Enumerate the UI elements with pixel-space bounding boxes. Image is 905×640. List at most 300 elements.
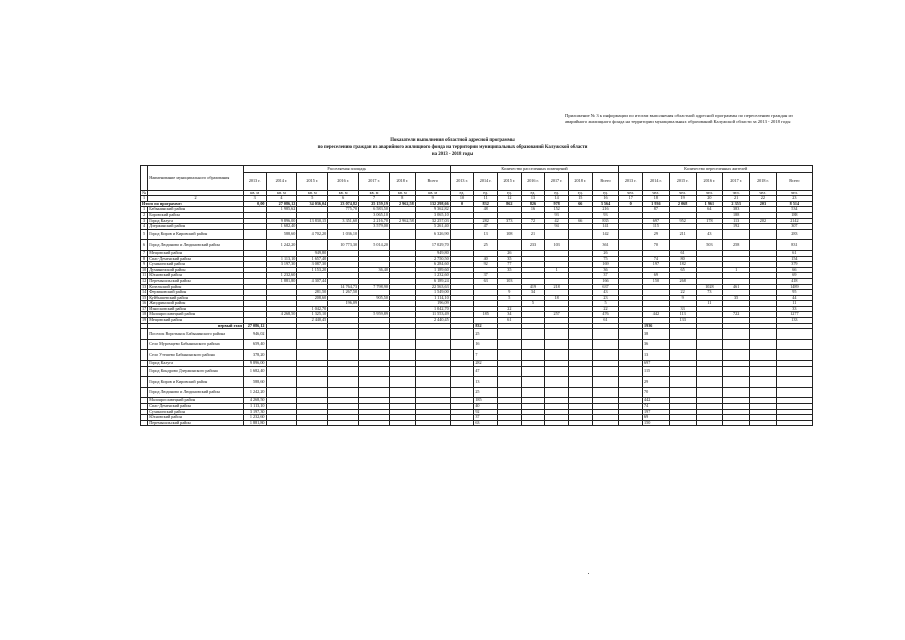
row-value-cell: 949,80 bbox=[415, 250, 450, 256]
table-cell bbox=[723, 329, 750, 340]
row-value-cell: 3 087,30 bbox=[297, 262, 328, 268]
header-unit-cell: чел. bbox=[696, 190, 723, 196]
row-num-cell: 14 bbox=[142, 289, 147, 295]
header-group-cell: Количество переселенных жителей bbox=[619, 166, 813, 173]
table-cell bbox=[669, 350, 696, 361]
table-cell bbox=[696, 420, 723, 426]
row-value-cell: 2142 bbox=[776, 218, 812, 224]
row-value-cell: 93 bbox=[545, 212, 569, 218]
row-value-cell: 95 bbox=[776, 290, 812, 296]
header-year-cell: 2018 г. bbox=[750, 172, 777, 190]
row-value-cell: 503 bbox=[696, 240, 723, 251]
row-name-cell: Город Людиново и Людиновский район bbox=[148, 240, 244, 251]
table-cell bbox=[669, 387, 696, 398]
table-cell bbox=[545, 350, 569, 361]
row-value-cell: 5 bbox=[497, 295, 521, 301]
table-cell bbox=[750, 420, 777, 426]
row-value-cell: 22 563,63 bbox=[415, 284, 450, 290]
row-area-cell: 378,20 bbox=[243, 350, 266, 361]
header-unit-cell: кв. м bbox=[328, 190, 359, 196]
header-colnum-cell: 6 bbox=[328, 196, 359, 202]
table-cell bbox=[592, 420, 619, 426]
header-year-cell: 2016 г. bbox=[328, 172, 359, 190]
row-name-cell: Город Кондрово Дзержинского района bbox=[148, 366, 244, 377]
row-area-cell: 588,60 bbox=[243, 377, 266, 388]
header-group-cell: Количество расселенных помещений bbox=[450, 166, 619, 173]
row-name-cell: Город Киров и Кировский район bbox=[148, 377, 244, 388]
row-area-cell: 1 682,40 bbox=[243, 366, 266, 377]
row-value-cell: 16 bbox=[521, 207, 545, 213]
table-cell bbox=[328, 329, 359, 340]
row-value-cell: 202 bbox=[750, 218, 777, 224]
header-unit-cell: ед. bbox=[592, 190, 619, 196]
table-cell bbox=[723, 339, 750, 350]
header-year-cell: 2014 г. bbox=[643, 172, 670, 190]
row-value-cell: 1 325,10 bbox=[297, 312, 328, 318]
row-value-cell: 8 514 bbox=[776, 201, 812, 207]
row-people-cell: 74 bbox=[643, 404, 670, 410]
row-num-cell bbox=[141, 329, 148, 340]
row-value-cell: 1489 bbox=[776, 284, 812, 290]
row-name-cell: Износковский район bbox=[148, 306, 244, 312]
row-name-cell: Бабынинский район bbox=[148, 207, 244, 213]
row-value-cell: 17 029,70 bbox=[415, 240, 450, 251]
row-num-cell: 6 bbox=[141, 240, 148, 251]
table-cell bbox=[592, 350, 619, 361]
row-num-cell: 5 bbox=[141, 229, 148, 240]
row-value-cell: 66 bbox=[568, 218, 592, 224]
row-value-cell: 1 961 bbox=[696, 201, 723, 207]
row-name-cell: Козельский район bbox=[148, 284, 244, 290]
row-value-cell: 0,00 bbox=[243, 201, 266, 207]
table-cell bbox=[266, 329, 297, 340]
table-cell bbox=[592, 329, 619, 340]
row-num-cell: 15 bbox=[142, 295, 147, 300]
table-cell bbox=[669, 366, 696, 377]
row-value-cell: 826 bbox=[521, 201, 545, 207]
row-value-cell: 835 bbox=[592, 218, 619, 224]
header-colnum-cell: 4 bbox=[266, 196, 297, 202]
table-cell bbox=[568, 339, 592, 350]
row-value-cell: 152 bbox=[545, 207, 569, 213]
table-row bbox=[141, 229, 813, 240]
row-value-cell: 3 065,10 bbox=[359, 212, 390, 218]
table-cell bbox=[776, 329, 812, 340]
header-num-spacer bbox=[141, 166, 148, 191]
row-value-cell: 9 896,00 bbox=[266, 218, 297, 224]
row-value-cell: 141 bbox=[592, 224, 619, 230]
header-unit-cell: ед. bbox=[568, 190, 592, 196]
row-name-cell: Куйбышевский район bbox=[148, 295, 244, 301]
row-value-cell bbox=[619, 229, 643, 240]
table-cell bbox=[415, 377, 450, 388]
row-people-cell: 115 bbox=[643, 366, 670, 377]
row-value-cell: 4 702,20 bbox=[297, 229, 328, 240]
row-num-cell: 1 bbox=[141, 207, 148, 213]
row-value-cell bbox=[568, 240, 592, 251]
table-cell bbox=[297, 329, 328, 340]
row-value-cell: 476 bbox=[592, 312, 619, 318]
row-name-cell: Сухиничский район bbox=[148, 262, 244, 268]
row-num-cell bbox=[141, 387, 148, 398]
row-value-cell: 5 014,20 bbox=[359, 240, 390, 251]
header-unit-cell: кв. м bbox=[415, 190, 450, 196]
row-num-cell: 18 bbox=[142, 311, 147, 317]
row-value-cell: 142 bbox=[592, 229, 619, 240]
table-cell bbox=[521, 420, 545, 426]
table-cell bbox=[359, 350, 390, 361]
row-value-cell: 70 bbox=[643, 240, 670, 251]
row-name-cell: Юхновский район bbox=[148, 273, 244, 279]
row-value-cell: 442 bbox=[643, 312, 670, 318]
table-cell bbox=[776, 339, 812, 350]
table-cell bbox=[568, 420, 592, 426]
row-value-cell: 26 bbox=[497, 250, 521, 256]
row-value-cell: 74 bbox=[643, 256, 670, 262]
table-cell bbox=[266, 377, 297, 388]
row-people-cell: 697 bbox=[643, 361, 670, 367]
row-value-cell: 1 232,60 bbox=[415, 273, 450, 279]
table-cell bbox=[723, 420, 750, 426]
table-cell bbox=[750, 329, 777, 340]
row-value-cell: 47 bbox=[474, 224, 498, 230]
row-value-cell: 2 068 bbox=[669, 201, 696, 207]
row-value-cell: 1 042,70 bbox=[415, 306, 450, 312]
header-unit-cell: кв. м bbox=[359, 190, 390, 196]
row-value-cell: 361 bbox=[592, 240, 619, 251]
row-area-cell: 4 268,50 bbox=[243, 398, 266, 404]
header-group-cell: Расселяемая площадь bbox=[243, 166, 450, 173]
header-year-cell: 2017 г. bbox=[545, 172, 569, 190]
header-unit-cell: ед. bbox=[497, 190, 521, 196]
table-cell bbox=[450, 366, 474, 377]
row-value-cell bbox=[359, 229, 390, 240]
row-value-cell: 1 bbox=[723, 267, 750, 273]
header-unit-cell: кв. м bbox=[243, 190, 266, 196]
row-rooms-cell: 16 bbox=[474, 339, 498, 350]
row-num-cell: 19 bbox=[142, 317, 147, 323]
table-cell bbox=[776, 377, 812, 388]
row-name-cell: Спас-Деменский район bbox=[148, 404, 244, 410]
row-name-cell: Город Людиново и Людиновский район bbox=[148, 387, 244, 398]
program-table bbox=[140, 165, 813, 426]
row-value-cell: 72 bbox=[521, 218, 545, 224]
detail-row bbox=[141, 387, 813, 398]
row-value-cell: 33 bbox=[669, 306, 696, 312]
row-value-cell: 1 232,60 bbox=[266, 273, 297, 279]
row-value-cell: 697 bbox=[643, 218, 670, 224]
row-people-cell: 29 bbox=[643, 377, 670, 388]
detail-row bbox=[141, 377, 813, 388]
table-cell bbox=[359, 339, 390, 350]
detail-row bbox=[141, 329, 813, 340]
row-value-cell: 1 242,20 bbox=[266, 240, 297, 251]
header-year-cell: 2018 г. bbox=[568, 172, 592, 190]
table-cell bbox=[776, 366, 812, 377]
row-name-cell: Итого по программе: bbox=[141, 201, 244, 207]
table-cell bbox=[696, 366, 723, 377]
table-cell bbox=[619, 366, 643, 377]
row-area-cell: 1 242,20 bbox=[243, 387, 266, 398]
row-value-cell: 64 bbox=[696, 207, 723, 213]
header-colnum-cell: 19 bbox=[669, 196, 696, 202]
row-rooms-cell: 37 bbox=[474, 415, 498, 421]
row-value-cell: 3 197,30 bbox=[266, 262, 297, 268]
row-value-cell: 103 bbox=[545, 240, 569, 251]
row-value-cell: 1028 bbox=[696, 284, 723, 290]
table-cell bbox=[497, 377, 521, 388]
row-value-cell: 11 553,49 bbox=[415, 312, 450, 318]
table-cell bbox=[389, 329, 415, 340]
row-name-cell: Спас-Деменский район bbox=[148, 256, 244, 262]
header-colnum-cell: 2 bbox=[148, 196, 244, 202]
row-value-cell: 5 bbox=[521, 301, 545, 307]
row-value-cell: 92 bbox=[474, 262, 498, 268]
row-value-cell: 3 579,00 bbox=[359, 224, 390, 230]
row-value-cell: 2 962,58 bbox=[389, 218, 415, 224]
row-value-cell: 3 065,10 bbox=[415, 212, 450, 218]
table-cell bbox=[266, 420, 297, 426]
header-year-cell: Всего bbox=[776, 172, 812, 190]
row-value-cell: 40 bbox=[474, 256, 498, 262]
header-colnum-cell: 17 bbox=[619, 196, 643, 202]
row-value-cell: 0 bbox=[619, 201, 643, 207]
row-name-cell: Перемышльский район bbox=[148, 420, 244, 426]
row-value-cell: 6 189,24 bbox=[415, 278, 450, 284]
table-cell bbox=[450, 377, 474, 388]
row-name-cell: Село Муромцево Бабынинского района bbox=[148, 339, 244, 350]
row-num-cell: 4 bbox=[141, 224, 148, 230]
row-area-cell: 27 086,12 bbox=[243, 323, 266, 329]
header-colnum-cell: 8 bbox=[389, 196, 415, 202]
header-group-row bbox=[141, 166, 813, 173]
row-value-cell: 61 bbox=[776, 250, 812, 256]
table-cell bbox=[776, 350, 812, 361]
appendix-note: Приложение № 3 к информации по итогам выполнения областной адресной программы по переселению граждан из аварийного жилищного фонда на территории муниципальных образований Калужской области за 2013 - 2018 годы bbox=[565, 113, 793, 125]
table-cell bbox=[568, 387, 592, 398]
table-cell bbox=[328, 366, 359, 377]
table-cell bbox=[359, 387, 390, 398]
table-cell bbox=[696, 350, 723, 361]
table-cell bbox=[497, 420, 521, 426]
table-cell bbox=[521, 339, 545, 350]
detail-row bbox=[141, 366, 813, 377]
table-cell bbox=[750, 387, 777, 398]
row-value-cell: 69 bbox=[776, 273, 812, 279]
row-rooms-cell: 92 bbox=[474, 409, 498, 415]
table-cell bbox=[389, 420, 415, 426]
row-name-cell: Боровский район bbox=[148, 212, 244, 218]
table-cell bbox=[619, 339, 643, 350]
row-value-cell: 862 bbox=[497, 201, 521, 207]
row-name-cell: Малоярославецкий район bbox=[148, 312, 244, 318]
table-cell bbox=[497, 366, 521, 377]
row-value-cell: 196,09 bbox=[415, 301, 450, 307]
row-value-cell: 66 bbox=[776, 267, 812, 273]
row-value-cell: 9 bbox=[497, 290, 521, 296]
table-cell bbox=[521, 377, 545, 388]
table-cell bbox=[776, 420, 812, 426]
table-cell bbox=[723, 377, 750, 388]
row-value-cell: 11 bbox=[696, 301, 723, 307]
row-value-cell: 9 bbox=[669, 295, 696, 301]
row-value-cell: 233 bbox=[521, 240, 545, 251]
row-value-cell: 43 bbox=[696, 229, 723, 240]
row-rooms-cell: 13 bbox=[474, 377, 498, 388]
row-value-cell: 1 267,50 bbox=[328, 290, 359, 296]
table-cell bbox=[497, 339, 521, 350]
table-cell bbox=[545, 366, 569, 377]
table-cell bbox=[545, 387, 569, 398]
table-cell bbox=[389, 377, 415, 388]
row-value-cell: 178 bbox=[696, 218, 723, 224]
row-value-cell bbox=[297, 240, 328, 251]
row-value-cell: 5 bbox=[592, 301, 619, 307]
row-rooms-cell: 7 bbox=[474, 350, 498, 361]
page-subtitle: по переселению граждан из аварийного жилищного фонда на территории муниципальных образований Калужской области bbox=[317, 145, 588, 150]
row-value-cell: 185 bbox=[474, 312, 498, 318]
row-num-cell: 7 bbox=[141, 250, 148, 256]
table-cell bbox=[297, 339, 328, 350]
table-cell bbox=[592, 377, 619, 388]
row-value-cell: 218 bbox=[545, 284, 569, 290]
table-cell bbox=[389, 366, 415, 377]
table-cell bbox=[669, 339, 696, 350]
row-value-cell: 77 bbox=[497, 262, 521, 268]
table-cell bbox=[415, 350, 450, 361]
row-value-cell: 208,60 bbox=[297, 295, 328, 301]
row-name-cell: Город Калуга bbox=[148, 361, 244, 367]
table-cell bbox=[619, 420, 643, 426]
row-value-cell: 10 773,30 bbox=[328, 240, 359, 251]
row-value-cell: 36,40 bbox=[359, 267, 390, 273]
header-year-cell: Всего bbox=[592, 172, 619, 190]
row-value-cell: 5 959,89 bbox=[359, 312, 390, 318]
header-year-cell: 2015 г. bbox=[669, 172, 696, 190]
table-cell bbox=[415, 366, 450, 377]
row-name-cell: Поселок Воротынск Бабынинского района bbox=[148, 329, 244, 340]
header-year-cell: 2015 г. bbox=[297, 172, 328, 190]
header-year-cell: 2016 г. bbox=[696, 172, 723, 190]
row-value-cell: 18 bbox=[545, 295, 569, 301]
row-value-cell: 281,50 bbox=[297, 290, 328, 296]
row-value-cell: 534 bbox=[776, 207, 812, 213]
table-cell bbox=[592, 387, 619, 398]
table-cell bbox=[328, 350, 359, 361]
header-unit-cell: ед. bbox=[545, 190, 569, 196]
row-value-cell: 188 bbox=[776, 212, 812, 218]
table-cell bbox=[297, 350, 328, 361]
table-row bbox=[141, 240, 813, 251]
header-year-cell: 2016 г. bbox=[521, 172, 545, 190]
table-cell bbox=[359, 329, 390, 340]
table-cell bbox=[450, 420, 474, 426]
row-value-cell: 307 bbox=[776, 224, 812, 230]
detail-row bbox=[141, 339, 813, 350]
row-value-cell: 832 bbox=[474, 201, 498, 207]
row-value-cell: 2 216,70 bbox=[359, 218, 390, 224]
row-num-cell: 13 bbox=[142, 284, 147, 289]
table-cell bbox=[328, 377, 359, 388]
table-cell bbox=[359, 366, 390, 377]
row-value-cell: 283 bbox=[776, 229, 812, 240]
table-cell bbox=[415, 339, 450, 350]
row-value-cell: 197 bbox=[643, 262, 670, 268]
row-value-cell: 21 bbox=[521, 229, 545, 240]
table-cell bbox=[328, 420, 359, 426]
row-num-cell: 8 bbox=[141, 256, 148, 262]
row-value-cell: 379 bbox=[776, 262, 812, 268]
header-year-cell: 2014 г. bbox=[474, 172, 498, 190]
header-colnum-cell: 11 bbox=[474, 196, 498, 202]
table-cell bbox=[266, 366, 297, 377]
row-value-cell: 113 bbox=[669, 312, 696, 318]
row-value-cell: 419 bbox=[521, 284, 545, 290]
row-value-cell: 637 bbox=[592, 284, 619, 290]
row-value-cell: 37 bbox=[474, 273, 498, 279]
header-unit-cell: чел. bbox=[643, 190, 670, 196]
row-value-cell: 32 257,03 bbox=[415, 218, 450, 224]
table-cell bbox=[750, 366, 777, 377]
row-value-cell: 9 362,82 bbox=[415, 207, 450, 213]
row-value-cell: 75 bbox=[592, 256, 619, 262]
row-value-cell: 1 114,10 bbox=[415, 295, 450, 301]
row-area-cell: 1 113,10 bbox=[243, 404, 266, 410]
header-name-cell: Наименование муниципального образования bbox=[148, 166, 244, 191]
row-value-cell: 257 bbox=[545, 312, 569, 318]
row-value-cell: 93 bbox=[592, 212, 619, 218]
row-value-cell: 34 bbox=[497, 312, 521, 318]
row-value-cell: 2 353 bbox=[723, 201, 750, 207]
row-value-cell: 87 bbox=[643, 207, 670, 213]
table-cell bbox=[297, 377, 328, 388]
row-value-cell: 103 bbox=[497, 278, 521, 284]
table-cell bbox=[389, 387, 415, 398]
table-cell bbox=[297, 387, 328, 398]
row-value-cell: 6 326,90 bbox=[415, 229, 450, 240]
row-value-cell: 1 881,80 bbox=[266, 278, 297, 284]
row-rooms-cell: 25 bbox=[474, 387, 498, 398]
row-num-cell: 16 bbox=[142, 300, 147, 306]
row-value-cell: 44 bbox=[776, 295, 812, 301]
row-value-cell bbox=[750, 240, 777, 251]
row-value-cell bbox=[750, 229, 777, 240]
table-cell bbox=[669, 377, 696, 388]
row-value-cell: 1 682,40 bbox=[266, 224, 297, 230]
row-value-cell: 722 bbox=[723, 312, 750, 318]
header-unit-cell: чел. bbox=[723, 190, 750, 196]
table-cell bbox=[723, 366, 750, 377]
row-value-cell: 34 036,04 bbox=[297, 201, 328, 207]
table-cell bbox=[669, 329, 696, 340]
row-value-cell: 3 351,60 bbox=[328, 218, 359, 224]
row-value-cell: 203 bbox=[750, 201, 777, 207]
row-value-cell: 1277 bbox=[776, 312, 812, 318]
row-value-cell: 113 bbox=[723, 218, 750, 224]
row-value-cell: 4 307,44 bbox=[297, 278, 328, 284]
table-cell bbox=[521, 329, 545, 340]
table-cell bbox=[450, 339, 474, 350]
row-name-cell: Город Калуга bbox=[148, 218, 244, 224]
row-value-cell: 905,50 bbox=[359, 295, 390, 301]
table-cell bbox=[750, 350, 777, 361]
row-value-cell: 831 bbox=[776, 240, 812, 251]
row-people-cell: 1936 bbox=[643, 323, 670, 329]
header-colnum-cell: 23 bbox=[776, 196, 812, 202]
row-value-cell: 22 bbox=[592, 306, 619, 312]
table-cell bbox=[497, 387, 521, 398]
header-year-cell: 2013 г. bbox=[450, 172, 474, 190]
